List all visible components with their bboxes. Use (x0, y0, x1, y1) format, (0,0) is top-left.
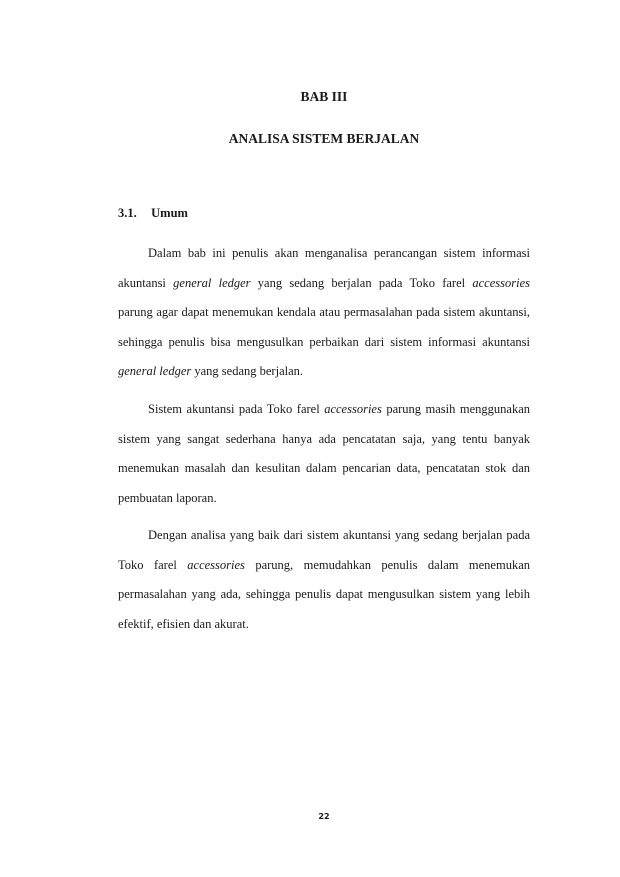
text-run: parung agar dapat menemukan kendala atau permasalahan pada sistem akuntansi, sehingga penulis bisa mengusulkan perbaikan dari sistem informasi akuntansi (118, 305, 530, 349)
section-number: 3.1. (118, 206, 137, 220)
page-number: 22 (318, 812, 330, 821)
paragraph-analysis-benefit (118, 521, 530, 639)
italic-term: accessories (324, 402, 382, 416)
italic-term: general ledger (173, 275, 251, 290)
section-title: Umum (151, 206, 188, 220)
text-run: parung masih menggunakan sistem yang sangat sederhana hanya ada pencatatan saja, yang tentu banyak menemukan masalah dan kesulitan dalam pencarian data, pencatatan stok dan pembuatan laporan. (118, 402, 531, 505)
text-run: parung, memudahkan penulis dalam menemukan permasalahan yang ada, sehingga penulis dapat mengusulkan sistem yang lebih efektif, efisien dan akurat. (118, 557, 530, 631)
section-heading (118, 206, 188, 221)
text-run: yang sedang berjalan pada Toko farel (250, 275, 473, 290)
text-run: Dengan analisa yang baik dari sistem akuntansi yang sedang berjalan pada Toko farel (118, 528, 530, 572)
italic-term: accessories (472, 275, 530, 290)
chapter-title: ANALISA SISTEM BERJALAN (228, 131, 420, 146)
text-run: Dalam bab ini penulis akan menganalisa perancangan sistem informasi akuntansi (118, 246, 530, 290)
italic-term: general ledger (118, 364, 192, 378)
italic-term: accessories (187, 557, 245, 572)
chapter-number: BAB III (300, 89, 348, 104)
text-run: Sistem akuntansi pada Toko farel (148, 402, 325, 416)
text-run: yang sedang berjalan. (191, 364, 304, 378)
paragraph-intro (118, 239, 530, 387)
paragraph-current-system (118, 395, 530, 513)
